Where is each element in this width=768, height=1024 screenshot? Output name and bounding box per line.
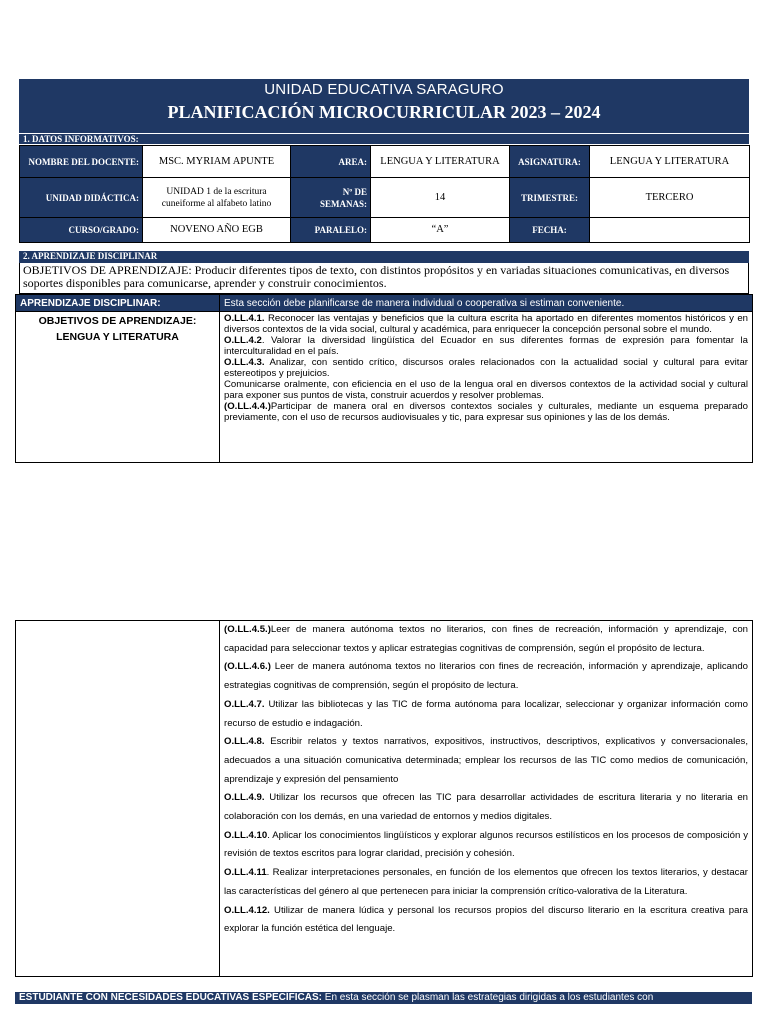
objetivos-general [19, 263, 749, 294]
objective-item: O.LL.4.8. Escribir relatos y textos narrativos, expositivos, instructivos, descriptivos, explicativos y conversacionales, adecuados a una situación comunicativa determinada; emplear los recursos de las TIC como medios de comunicación, aprendizaje y expresión del pensamiento [224, 736, 748, 785]
semanas-label: Nº DE SEMANAS: [291, 178, 371, 218]
fecha-label: FECHA: [510, 218, 590, 243]
objective-item: O.LL.4.7. Utilizar las bibliotecas y las TIC de forma autónoma para localizar, seleccionar y organizar información como recurso de estudio e indagación. [224, 698, 748, 729]
objective-item: O.LL.4.12. Utilizar de manera lúdica y personal los recursos propios del discurso literario en la escritura creativa para explorar la función estética del lenguaje. [224, 904, 748, 935]
objective-item: O.LL.4.10. Aplicar los conocimientos lingüísticos y explorar algunos recursos estilísticos en los procesos de composición y revisión de textos escritos para lograr claridad, precisión y cohesión. [224, 829, 748, 860]
objective-item: O.LL.4.9. Utilizar los recursos que ofrecen las TIC para desarrollar actividades de escritura literaria y no literaria en colaboración con los demás, en una variedad de entornos y medios digitales. [224, 792, 748, 823]
objective-item: Comunicarse oralmente, con eficiencia en el uso de la lengua oral en diversos contextos de la actividad social y cultural para exponer sus puntos de vista, construir acuerdos y resolver problemas. [224, 379, 748, 401]
objetivos-general-text: Producir diferentes tipos de texto, con distintos propósitos y en variadas situaciones comunicativas, en diversos soportes disponibles para comunicarse, aprender y construir conocimientos. [23, 263, 730, 290]
objective-item: O.LL.4.3. Analizar, con sentido crítico, discursos orales relacionados con la actualidad social y cultural para evitar estereotipos y prejuicios. [224, 357, 748, 379]
disciplinar-left-cell [16, 312, 220, 463]
area-value: LENGUA Y LITERATURA [371, 146, 510, 178]
docente-value: MSC. MYRIAM APUNTE [143, 146, 291, 178]
disciplinar-head-label: APRENDIZAJE DISCIPLINAR: [16, 295, 220, 312]
school-name: UNIDAD EDUCATIVA SARAGURO [264, 81, 504, 98]
objetivos-general-label: OBJETIVOS DE APRENDIZAJE: [23, 263, 192, 277]
unidad-value: UNIDAD 1 de la escritura cuneiforme al alfabeto latino [143, 178, 291, 218]
paralelo-label: PARALELO: [291, 218, 371, 243]
continuation-objectives [220, 621, 753, 977]
objective-item: (O.LL.4.5.)Leer de manera autónoma textos no literarios, con fines de recreación, información y aprendizaje, con capacidad para seleccionar textos y aplicar estrategias cognitivas de comprensión, según el propósito de lectura. [224, 624, 748, 654]
curso-label: CURSO/GRADO: [20, 218, 143, 243]
trimestre-value: TERCERO [590, 178, 750, 218]
semanas-value: 14 [371, 178, 510, 218]
asignatura-value: LENGUA Y LITERATURA [590, 146, 750, 178]
curso-value: NOVENO AÑO EGB [143, 218, 291, 243]
objetivos-aprendizaje-label: OBJETIVOS DE APRENDIZAJE: [38, 315, 197, 327]
trimestre-label: TRIMESTRE: [510, 178, 590, 218]
disciplinar-head-note: Esta sección debe planificarse de manera individual o cooperativa si estiman conveniente. [220, 295, 753, 312]
objective-item: (O.LL.4.6.) Leer de manera autónoma textos no literarios con fines de recreación, información y aprendizaje, aplicando estrategias cognitivas de comprensión, según el propósito de lectura. [224, 661, 748, 692]
asignatura-label: ASIGNATURA: [510, 146, 590, 178]
continuation-table [15, 620, 753, 977]
section-aprendizaje-disciplinar: 2. APRENDIZAJE DISCIPLINAR [19, 250, 749, 263]
section-datos-informativos: 1. DATOS INFORMATIVOS: [19, 133, 749, 144]
info-table [19, 145, 750, 243]
objective-item: O.LL.4.2. Valorar la diversidad lingüística del Ecuador en sus diferentes formas de expresión para fomentar la interculturalidad en el país. [224, 335, 748, 357]
document-title: PLANIFICACIÓN MICROCURRICULAR 2023 – 2024 [167, 102, 601, 122]
disciplinar-table [15, 294, 753, 463]
objective-item: (O.LL.4.4.)Participar de manera oral en diversos contextos sociales y culturales, mediante un esquema preparado previamente, con el uso de recursos audiovisuales y tic, para expresar sus opiniones y las de los demás. [224, 401, 748, 423]
nee-text: En esta sección se plasman las estrategias dirigidas a los estudiantes con [322, 992, 654, 1003]
document-header [19, 79, 749, 133]
fecha-value [590, 218, 750, 243]
disciplinar-objectives [220, 312, 753, 463]
docente-label: NOMBRE DEL DOCENTE: [20, 146, 143, 178]
objective-item: O.LL.4.11. Realizar interpretaciones personales, en función de los elementos que ofrecen los textos literarios, y destacar las características del género al que pertenecen para iniciar la comprensión crítico-valorativa de la Literatura. [224, 867, 748, 897]
lengua-literatura-label: LENGUA Y LITERATURA [56, 331, 179, 343]
paralelo-value: “A” [371, 218, 510, 243]
area-label: AREA: [291, 146, 371, 178]
unidad-label: UNIDAD DIDÁCTICA: [20, 178, 143, 218]
nee-label: ESTUDIANTE CON NECESIDADES EDUCATIVAS ESPECÍFICAS: [19, 992, 322, 1003]
continuation-left-cell [16, 621, 220, 977]
nee-banner [15, 992, 752, 1004]
objective-item: O.LL.4.1. Reconocer las ventajas y beneficios que la cultura escrita ha aportado en diferentes momentos históricos y en diversos contextos de la vida social, cultural y académica, para enriquecer la concepción personal sobre el mundo. [224, 313, 748, 335]
